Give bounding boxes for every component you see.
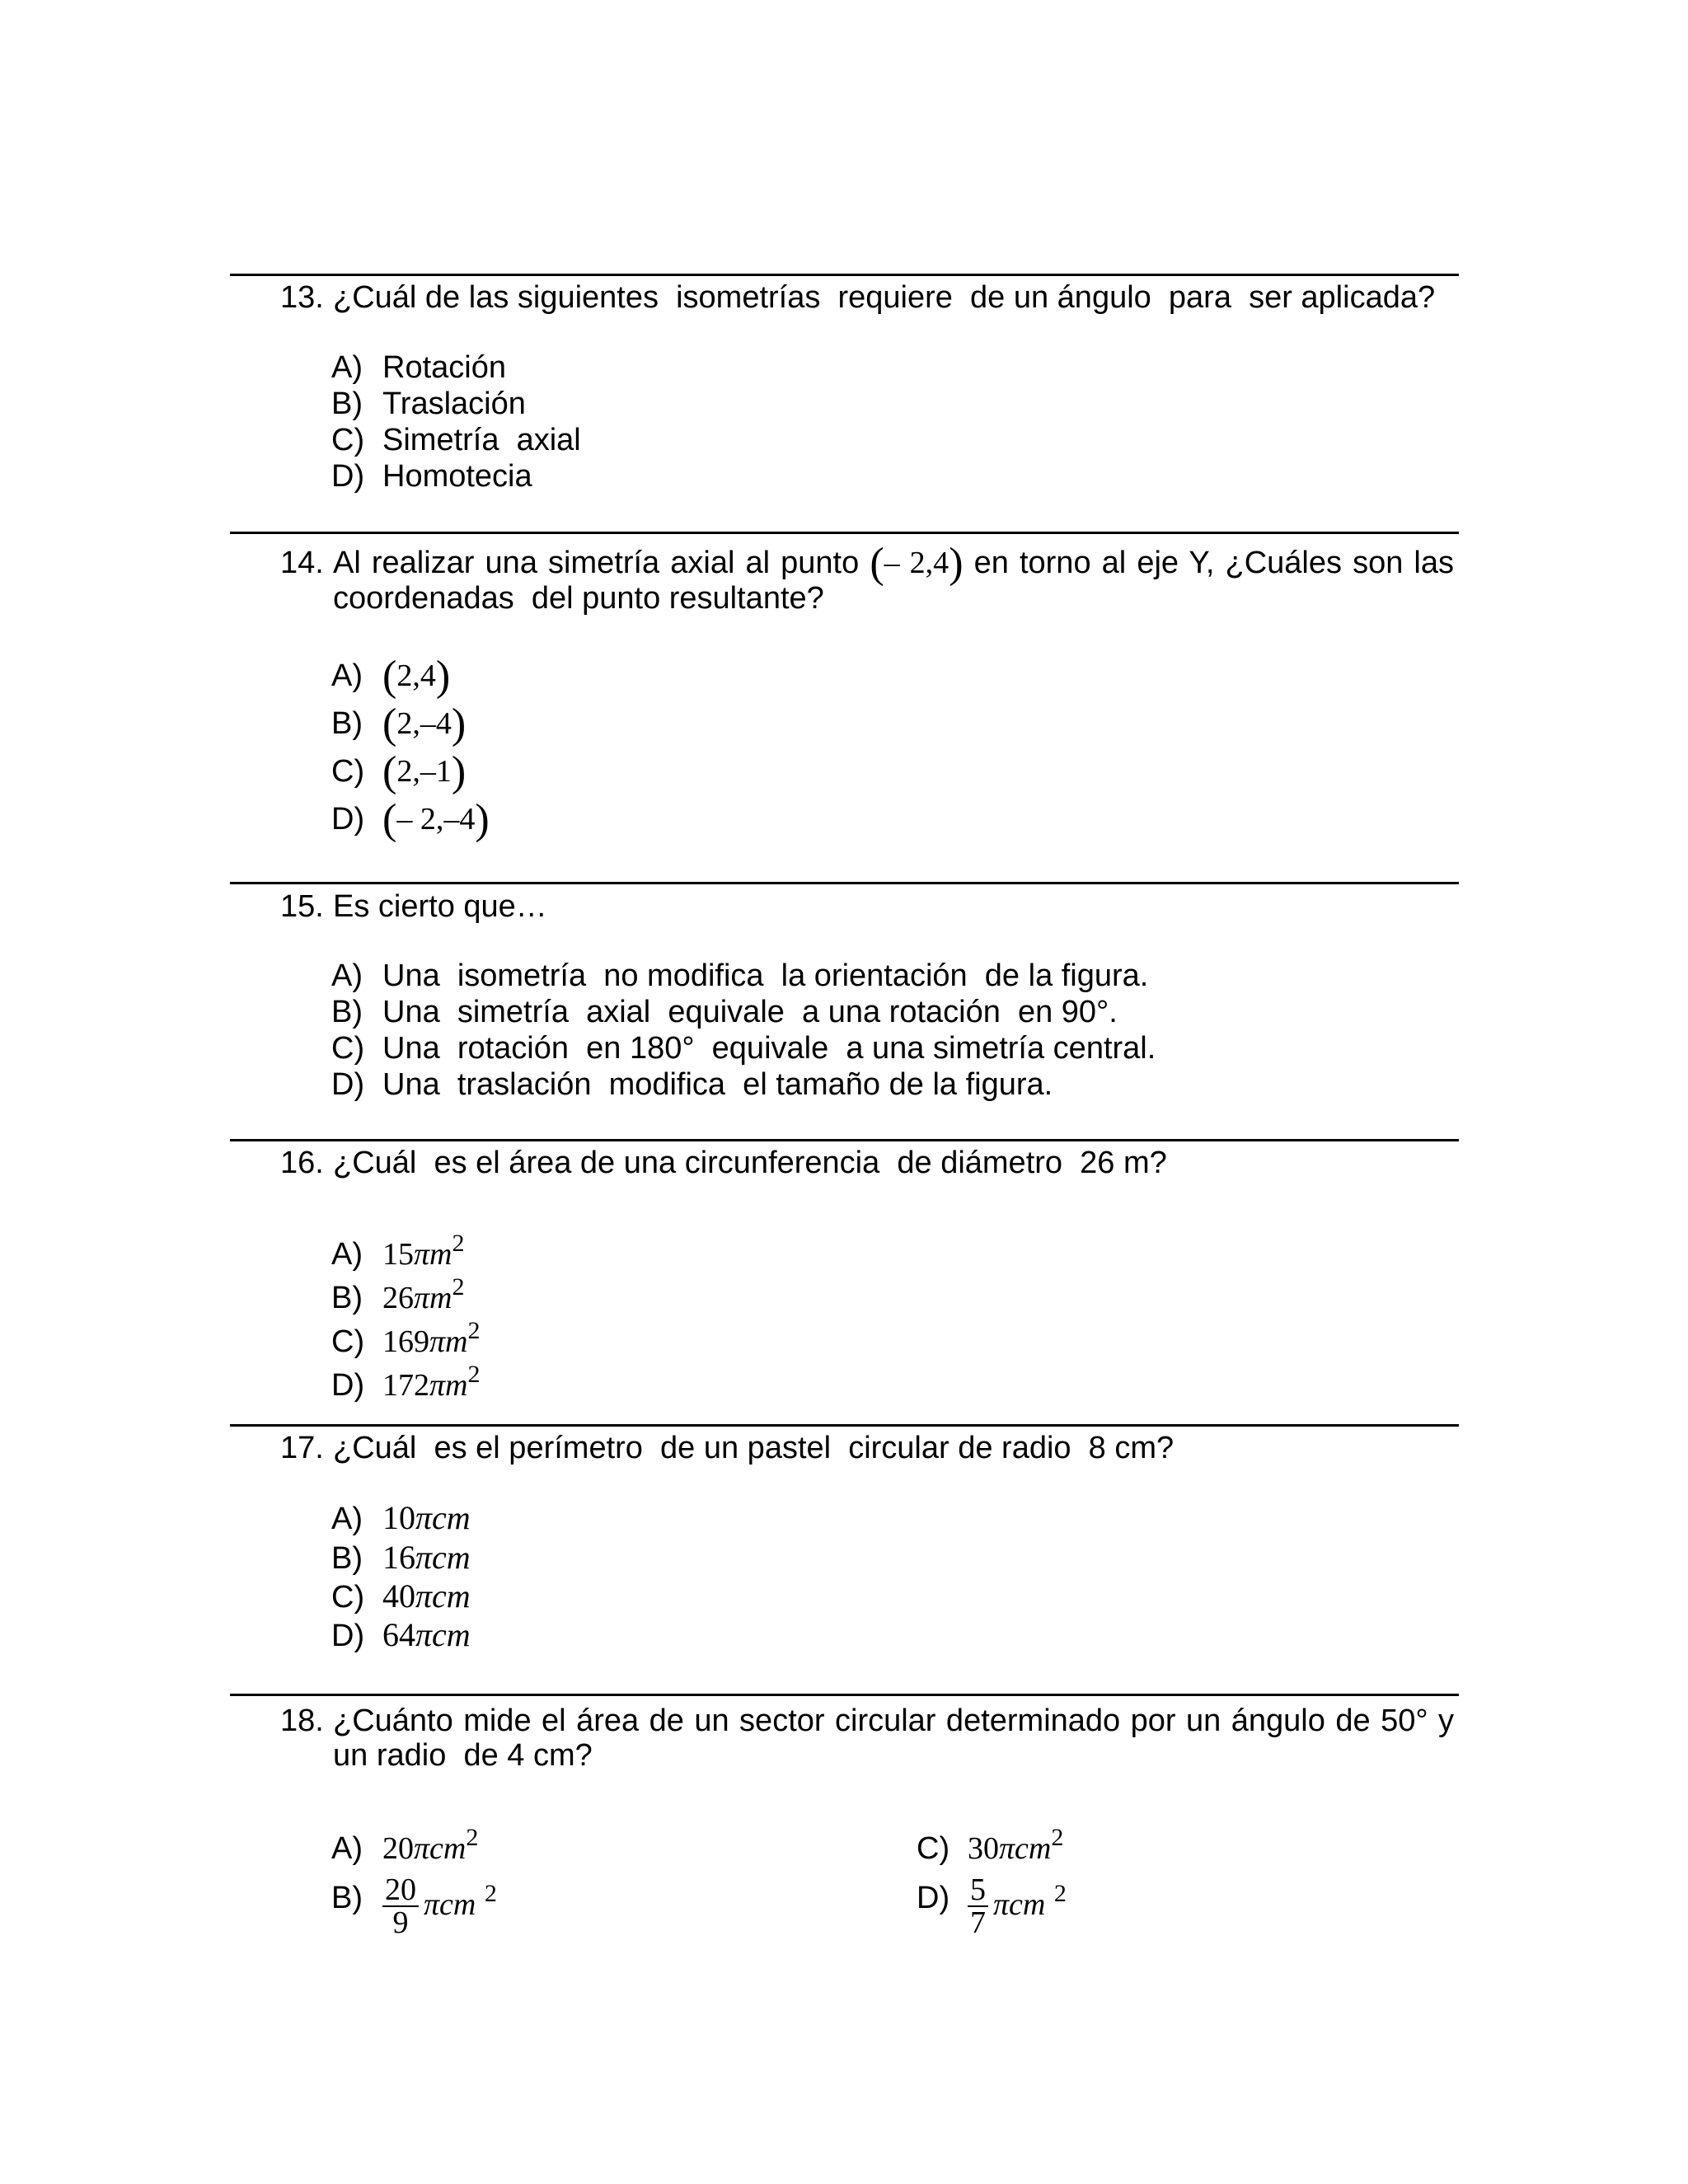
question-text: Es cierto que… [333,889,547,924]
option-coefficient: 26 [382,1281,414,1315]
option-coefficient: 30 [968,1831,999,1866]
option-letter: A) [331,658,363,693]
option-letter: D) [331,1368,365,1403]
option-b [331,1861,497,1938]
option-unit: πcm [415,1499,471,1536]
option-letter: C) [331,754,365,789]
option-letter: A) [331,1831,363,1866]
option-unit: πm [414,1281,452,1315]
option-text: Una isometría no modifica la orientación de la figura. [382,958,1149,993]
option-coefficient: 15 [382,1237,414,1272]
option-letter: D) [331,459,365,494]
open-paren: ( [382,796,397,843]
option-unit: πm [414,1237,452,1272]
option-d [331,796,490,843]
question-text [333,540,1463,616]
option-b [331,1269,464,1316]
option-unit: πcm [999,1831,1052,1866]
option-value: 2,–4 [396,706,452,741]
option-text: Simetría axial [382,423,581,457]
option-letter: A) [331,1502,363,1536]
divider [230,882,1459,884]
question-text: ¿Cuánto mide el área de un sector circular determinado por un ángulo de 50° y un radio de 4 cm? [333,1704,1463,1773]
question-number: 13. [280,280,324,315]
fraction-denominator: 9 [392,1905,409,1940]
option-b [331,994,1118,1030]
option-text: Una simetría axial equivale a una rotación en 90°. [382,995,1118,1029]
option-letter: B) [331,1881,363,1916]
fraction-numerator: 20 [382,1874,419,1907]
option-text: Homotecia [382,459,532,494]
option-coefficient: 10 [382,1499,415,1536]
question-number: 15. [280,889,324,924]
option-d [331,458,532,494]
option-unit: πm [429,1324,468,1359]
question-number: 17. [280,1431,324,1465]
question-number: 14. [280,546,324,580]
option-exponent: 2 [467,1317,481,1344]
question-text-before: Al realizar una simetría axial al punto [333,546,860,580]
option-c [917,1820,1063,1867]
option-letter: C) [331,1580,365,1615]
point-open-paren: ( [870,540,884,587]
option-a [331,349,506,386]
option-a [331,1820,478,1867]
open-paren: ( [382,748,397,795]
fraction-denominator: 7 [970,1905,986,1940]
option-coefficient: 64 [382,1616,415,1653]
option-a [331,653,451,700]
option-text: Una rotación en 180° equivale a una simetría central. [382,1031,1156,1066]
option-unit: πcm [415,1577,471,1615]
option-coefficient: 169 [382,1324,429,1359]
fraction [382,1874,419,1938]
option-value: 2,–1 [396,754,452,789]
option-c [331,1578,471,1615]
option-exponent: 2 [452,1273,465,1301]
close-paren: ) [451,748,467,795]
option-coefficient: 172 [382,1368,429,1403]
question-text: ¿Cuál es el área de una circunferencia de diámetro 26 m? [333,1146,1167,1180]
option-b [331,701,467,748]
option-unit: πcm [415,1616,471,1653]
close-paren: ) [435,653,451,700]
question-text-after: en torno al eje Y, ¿Cuáles son las coordenadas del punto resultante? [333,546,1463,616]
option-a [331,1500,471,1537]
question-text: ¿Cuál de las siguientes isometrías requiere de un ángulo para ser aplicada? [333,280,1436,315]
option-letter: C) [331,423,365,457]
option-d [331,1066,1053,1103]
option-letter: C) [331,1324,365,1359]
option-unit: πm [429,1368,468,1403]
option-d [917,1861,1067,1938]
divider [230,532,1459,534]
option-b [331,1540,471,1577]
option-letter: B) [331,995,363,1029]
option-unit: πcm [415,1539,471,1576]
open-paren: ( [382,701,397,748]
option-letter: D) [917,1881,950,1916]
divider [230,274,1459,276]
option-letter: A) [331,350,363,385]
divider [230,1694,1459,1696]
option-letter: D) [331,1067,365,1102]
option-exponent: 2 [484,1880,497,1907]
option-unit: πcm [414,1831,467,1866]
option-coefficient: 16 [382,1539,415,1576]
option-text: Una traslación modifica el tamaño de la figura. [382,1067,1053,1102]
option-letter: D) [331,1619,365,1653]
option-d [331,1357,480,1404]
option-text: Rotación [382,350,506,385]
fraction-numerator: 5 [968,1874,988,1907]
option-c [331,422,581,458]
question-number: 16. [280,1146,324,1180]
option-value: 2,4 [396,658,436,693]
option-letter: B) [331,387,363,421]
fraction [968,1874,988,1938]
option-exponent: 2 [1051,1824,1064,1851]
option-text: Traslación [382,387,526,421]
point-value: – 2,4 [884,546,950,580]
option-letter: A) [331,958,363,993]
option-exponent: 2 [452,1230,465,1257]
option-letter: C) [331,1031,365,1066]
divider [230,1424,1459,1427]
option-exponent: 2 [466,1824,479,1851]
option-c [331,748,467,795]
option-value: – 2,–4 [396,802,476,837]
close-paren: ) [451,701,467,748]
option-d [331,1617,471,1654]
option-b [331,386,526,422]
option-coefficient: 40 [382,1577,415,1615]
option-c [331,1030,1156,1066]
option-c [331,1313,480,1360]
option-letter: B) [331,1541,363,1576]
option-exponent: 2 [467,1361,481,1388]
option-letter: B) [331,706,363,741]
option-letter: B) [331,1281,363,1315]
option-exponent: 2 [1053,1880,1067,1907]
option-a [331,958,1148,994]
option-unit: πcm [424,1887,476,1922]
option-letter: A) [331,1237,363,1272]
question-number: 18. [280,1704,324,1738]
option-letter: D) [331,802,365,837]
question-text: ¿Cuál es el perímetro de un pastel circular de radio 8 cm? [333,1431,1175,1465]
option-unit: πcm [993,1887,1046,1922]
open-paren: ( [382,653,397,700]
option-a [331,1226,464,1272]
option-coefficient: 20 [382,1831,414,1866]
option-letter: C) [917,1831,950,1866]
close-paren: ) [475,796,490,843]
divider [230,1139,1459,1141]
point-close-paren: ) [949,540,964,587]
